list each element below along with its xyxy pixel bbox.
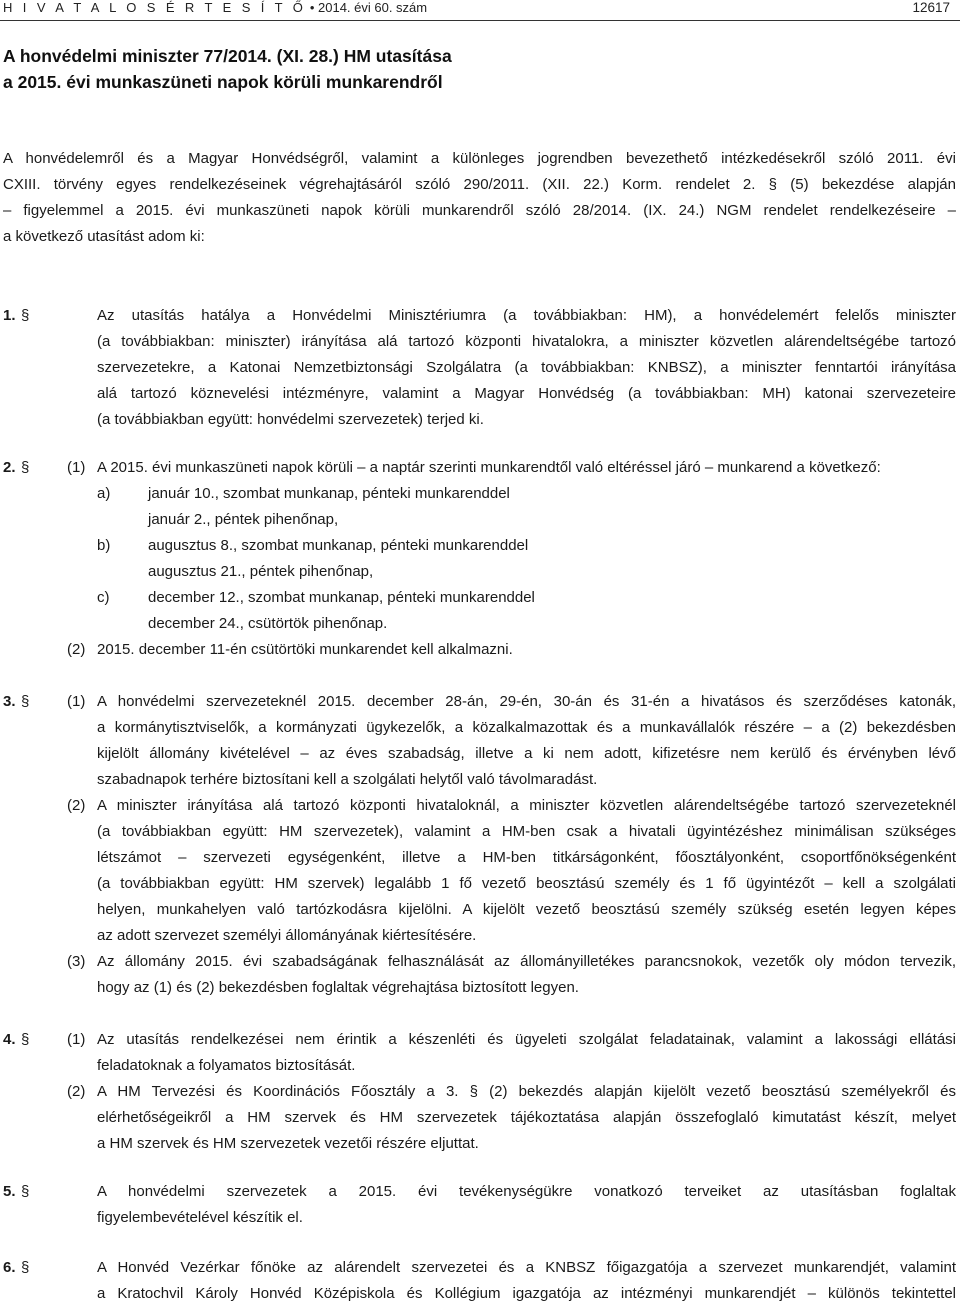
text-line: a HM szervek és HM szervezetek vezetői részére eljuttat. — [97, 1135, 479, 1152]
text-line: A Honvéd Vezérkar főnöke az alárendelt szervezetei és a KNBSZ főigazgatója a szervezet munkarendjét, valamint — [97, 1259, 956, 1276]
issue-label: 2014. évi 60. szám — [318, 0, 428, 15]
text-line: Az utasítás hatálya a Honvédelmi Minisztériumra (a továbbiakban: HM), a honvédelemért felelős miniszter — [97, 307, 956, 324]
text-line: (a továbbiakban együtt: HM szervezetek), valamint a HM-ben csak a hivatali ügyintézéshez minimálisan szükséges — [97, 823, 956, 840]
section-number: 2. — [3, 459, 16, 476]
text-line: Az utasítás rendelkezései nem érintik a készenléti és ügyeleti szolgálat feladatainak, valamint a lakossági ellátási — [97, 1031, 956, 1048]
section-number: 5. — [3, 1183, 16, 1200]
section-symbol: § — [21, 307, 30, 324]
paragraph-text: 2015. december 11-én csütörtöki munkarendet kell alkalmazni. — [97, 641, 513, 658]
section-symbol: § — [21, 1031, 30, 1048]
point-text: december 12., szombat munkanap, pénteki munkarenddel — [148, 589, 535, 606]
text-line: kijelölt állomány kivételével – az éves szabadság, illetve a ki nem adott, kifizetésre nem kerülő és érvényben lévő — [97, 745, 956, 762]
point-text: december 24., csütörtök pihenőnap. — [148, 615, 388, 632]
page-number: 12617 — [912, 0, 950, 15]
preamble-line: – figyelemmel a 2015. évi munkaszüneti napok körüli munkarendről szóló 28/2014. (IX. 24.) NGM rendelet rendelkezéseire – — [3, 202, 956, 219]
point-letter: a) — [97, 485, 111, 502]
point-letter: b) — [97, 537, 111, 554]
section-number: 4. — [3, 1031, 16, 1048]
text-line: A miniszter irányítása alá tartozó központi hivataloknál, a miniszter közvetlen alárendeltségébe tartozó szervezeteknél — [97, 797, 956, 814]
point-letter: c) — [97, 589, 110, 606]
paragraph-number: (1) — [67, 1031, 86, 1048]
paragraph-body — [97, 689, 956, 793]
paragraph-number: (3) — [67, 953, 86, 970]
paragraph-body — [97, 1027, 956, 1079]
journal-masthead — [3, 0, 427, 15]
text-line: helyen, munkahelyen való tartózkodásra kijelölni. A kijelölt vezető beosztású személy szükség esetén legyen képes — [97, 901, 956, 918]
text-line: a kormánytisztviselők, a kormányzati ügykezelők, a közalkalmazottak és a munkavállalók részére – a (2) bekezdésben — [97, 719, 956, 736]
text-line: szervezetekre, a Katonai Nemzetbiztonsági Szolgálatra (a továbbiakban: KNBSZ), a miniszter fenntartói irányítása — [97, 359, 956, 376]
paragraph-number: (1) — [67, 693, 86, 710]
text-line: alá tartozó köznevelési intézményre, valamint a Magyar Honvédség (a továbbiakban: MH) katonai szervezeteire — [97, 385, 956, 402]
paragraph-number: (1) — [67, 459, 86, 476]
text-line: a Kratochvil Károly Honvéd Középiskola és Kollégium igazgatója az intézményi munkarendjét – különös tekintettel — [97, 1285, 956, 1302]
paragraph-body — [97, 793, 956, 949]
journal-title: H I V A T A L O S É R T E S Í T Ő — [3, 0, 307, 15]
section-symbol: § — [21, 459, 30, 476]
title-line-1: A honvédelmi miniszter 77/2014. (XI. 28.) HM utasítása — [3, 46, 452, 66]
document-title — [3, 43, 452, 95]
paragraph-number: (2) — [67, 797, 86, 814]
header-divider — [0, 20, 960, 21]
point-text: január 10., szombat munkanap, pénteki munkarenddel — [148, 485, 510, 502]
section-body — [97, 1255, 956, 1307]
paragraph-body — [97, 1079, 956, 1157]
section-number: 1. — [3, 307, 16, 324]
text-line: elérhetőségeikről a HM szervek és HM szervezetek tájékoztatása alapján összefoglaló kimutatást készít, melyet — [97, 1109, 956, 1126]
page-header — [0, 0, 960, 24]
text-line: (a továbbiakban: miniszter) irányítása alá tartozó központi hivatalokra, a miniszter közvetlen alárendeltségébe tartozó — [97, 333, 956, 350]
section-symbol: § — [21, 1183, 30, 1200]
paragraph-number: (2) — [67, 1083, 86, 1100]
paragraph-text: A 2015. évi munkaszüneti napok körüli – a naptár szerinti munkarendtől való eltéréssel járó – munkarend a következő: — [97, 459, 881, 476]
point-text: január 2., péntek pihenőnap, — [148, 511, 339, 528]
text-line: A honvédelmi szervezeteknél 2015. december 28-án, 29-én, 30-án és 31-én a hivatásos és szerződéses katonák, — [97, 693, 956, 710]
point-text: augusztus 8., szombat munkanap, pénteki munkarenddel — [148, 537, 529, 554]
text-line: az adott szervezet személyi állományának kiértesítésére. — [97, 927, 477, 944]
header-bullet: • — [309, 0, 318, 15]
preamble-line: a következő utasítást adom ki: — [3, 228, 205, 245]
point-text: augusztus 21., péntek pihenőnap, — [148, 563, 374, 580]
paragraph-body — [97, 949, 956, 1001]
text-line: (a továbbiakban együtt: HM szervek) legalább 1 fő vezető beosztású személy és 1 fő ügyintézőt – kell a szolgálati — [97, 875, 956, 892]
text-line: hogy az (1) és (2) bekezdésben foglaltak végrehajtása biztosított legyen. — [97, 979, 579, 996]
text-line: (a továbbiakban együtt: honvédelmi szervezetek) terjed ki. — [97, 411, 484, 428]
text-line: A honvédelmi szervezetek a 2015. évi tevékenységükre vonatkozó terveiket az utasításban foglaltak — [97, 1183, 956, 1200]
paragraph-number: (2) — [67, 641, 86, 658]
preamble-line: A honvédelemről és a Magyar Honvédségről, valamint a különleges jogrendben bevezethető intézkedésekről szóló 2011. évi — [3, 150, 956, 167]
text-line: feladatoknak a folyamatos biztosítását. — [97, 1057, 356, 1074]
section-symbol: § — [21, 693, 30, 710]
preamble — [3, 146, 956, 250]
text-line: A HM Tervezési és Koordinációs Főosztály a 3. § (2) bekezdés alapján kijelölt vezető beosztású személyekről és — [97, 1083, 956, 1100]
section-body — [97, 303, 956, 433]
text-line: létszámot – szervezeti egységenként, illetve a HM-ben titkárságonként, főosztályonként, csoportfőnökségenként — [97, 849, 956, 866]
text-line: Az állomány 2015. évi szabadságának felhasználását az állományilletékes parancsnokok, vezetők oly módon tervezik, — [97, 953, 956, 970]
preamble-line: CXIII. törvény egyes rendelkezéseinek végrehajtásáról szóló 290/2011. (XII. 22.) Korm. rendelet 2. § (5) bekezdése alapján — [3, 176, 956, 193]
section-symbol: § — [21, 1259, 30, 1276]
title-line-2: a 2015. évi munkaszüneti napok körüli munkarendről — [3, 72, 443, 92]
text-line: szabadnapok terhére biztosítani kell a szolgálati helytől való távolmaradást. — [97, 771, 598, 788]
section-body — [97, 1179, 956, 1231]
text-line: figyelembevételével készítik el. — [97, 1209, 303, 1226]
section-number: 3. — [3, 693, 16, 710]
section-number: 6. — [3, 1259, 16, 1276]
